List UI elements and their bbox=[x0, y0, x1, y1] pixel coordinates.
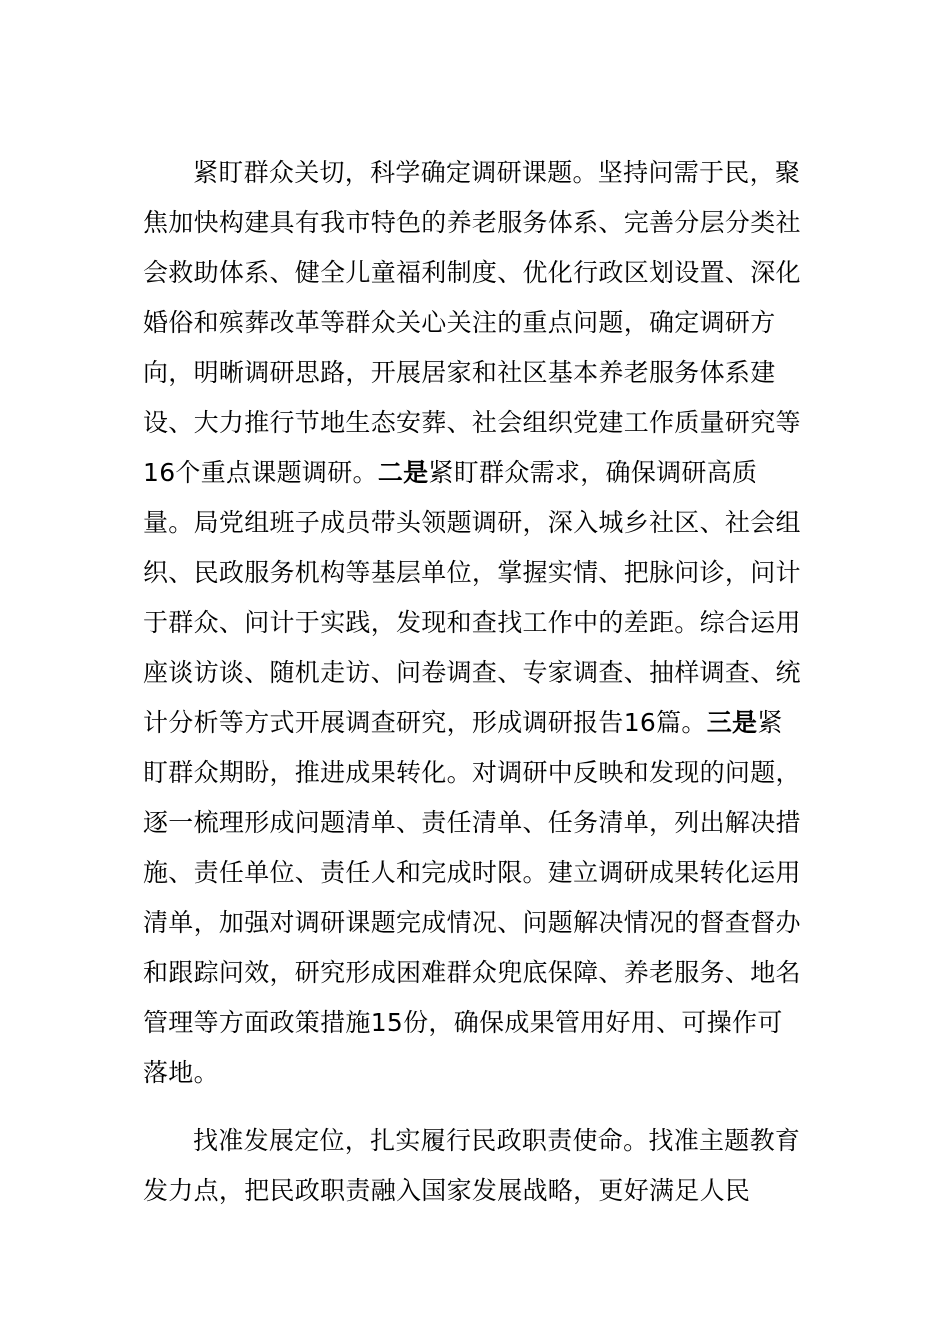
p1-seg-3: 紧盯群众需求，确保调研高质量。局党组班子成员带头领题调研，深入城乡社区、社会组织、民政服务机构等基层单位，掌握实情、把脉问诊，问计于群众、问计于实践，发现和查找工作中的差距。综合运用座谈访谈、随机走访、问卷调查、专家调查、抽样调查、统计分析等方式开展调查研究，形成调研报告16篇。 bbox=[143, 458, 801, 737]
p1-seg-4-bold: 三是 bbox=[706, 708, 758, 737]
p1-seg-5: 紧盯群众期盼，推进成果转化。对调研中反映和发现的问题，逐一梳理形成问题清单、责任清单、任务清单，列出解决措施、责任单位、责任人和完成时限。建立调研成果转化运用清单，加强对调研课题完成情况、问题解决情况的督查督办和跟踪问效，研究形成困难群众兜底保障、养老服务、地名管理等方面政策措施15份，确保成果管用好用、可操作可落地。 bbox=[143, 708, 801, 1087]
paragraph-2 bbox=[143, 1116, 807, 1216]
p1-seg-2-bold: 二是 bbox=[377, 458, 429, 487]
p2-seg-1: 找准发展定位，扎实履行民政职责使命。找准主题教育发力点，把民政职责融入国家发展战略，更好满足人民 bbox=[143, 1126, 801, 1205]
p1-seg-1: 紧盯群众关切，科学确定调研课题。坚持问需于民，聚焦加快构建具有我市特色的养老服务体系、完善分层分类社会救助体系、健全儿童福利制度、优化行政区划设置、深化婚俗和殡葬改革等群众关心关注的重点问题，确定调研方向，明晰调研思路，开展居家和社区基本养老服务体系建设、大力推行节地生态安葬、社会组织党建工作质量研究等16个重点课题调研。 bbox=[143, 158, 801, 487]
paragraph-1 bbox=[143, 148, 807, 1098]
